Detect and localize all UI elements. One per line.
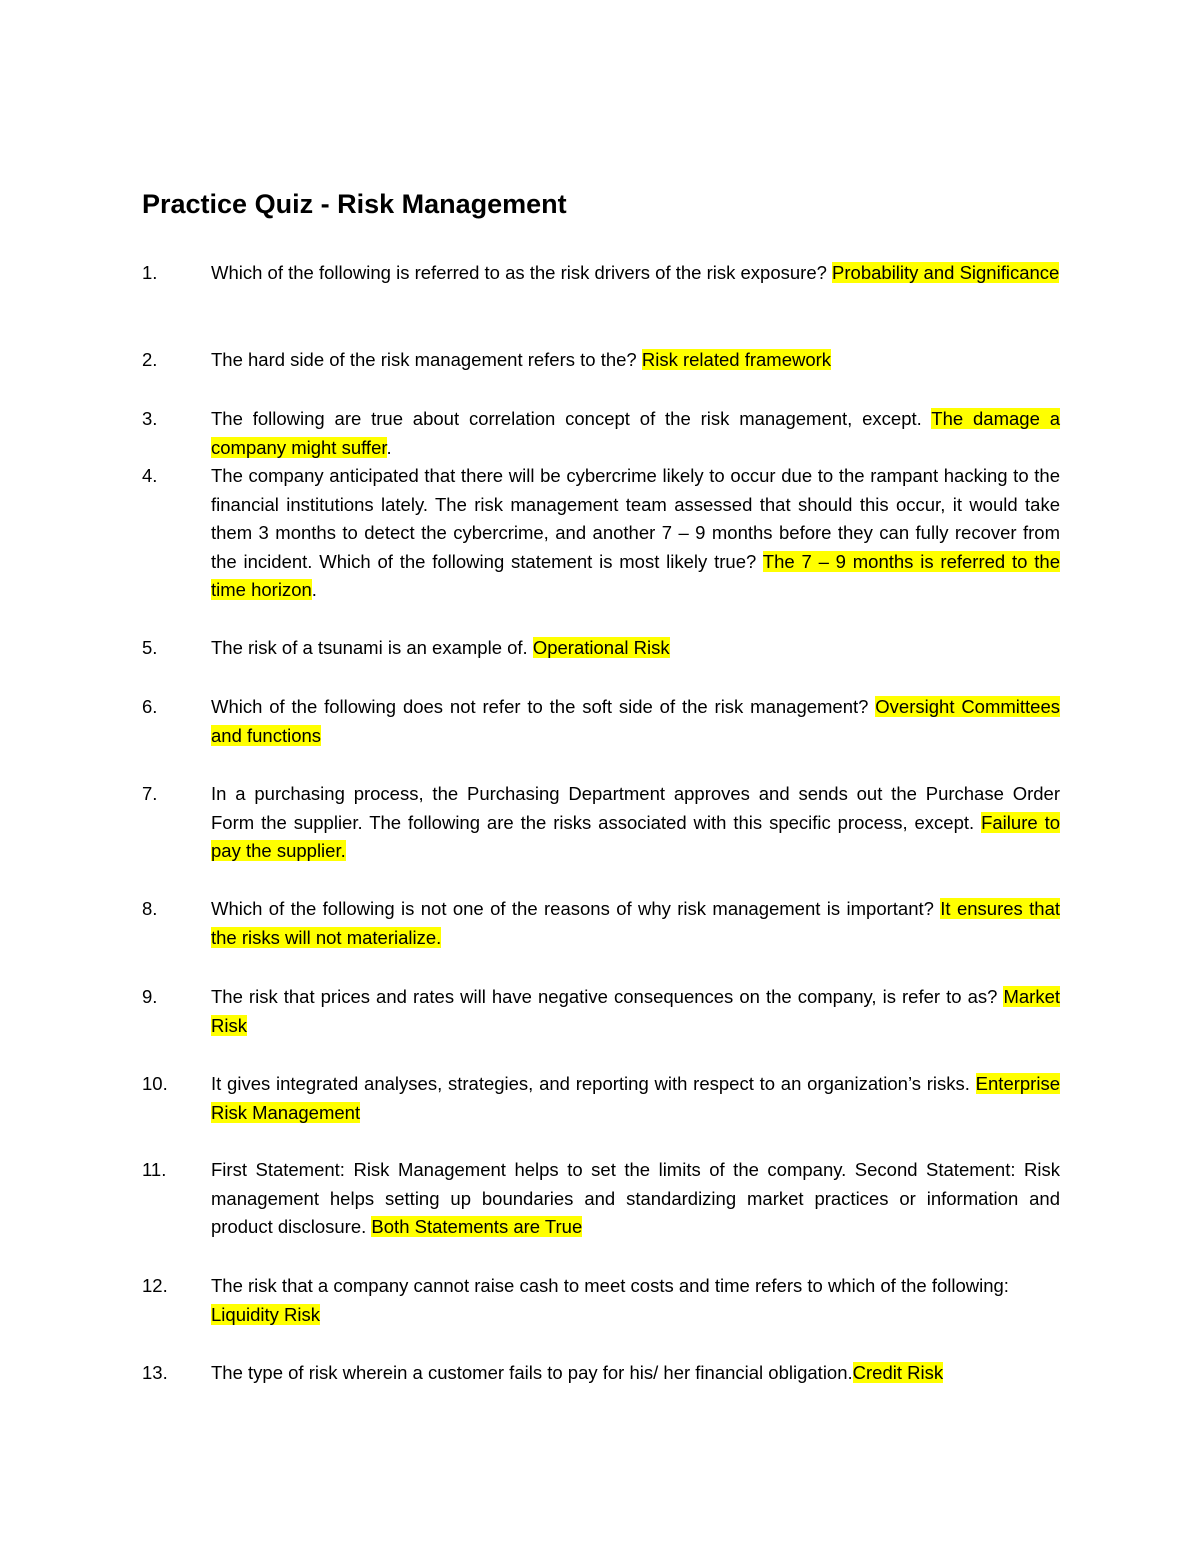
question-number: 3. [142, 408, 158, 429]
answer-highlight: The 7 – 9 months is referred to the time horizon [211, 550, 1060, 600]
question-text [211, 462, 1060, 605]
question-number: 4. [142, 465, 158, 486]
question-text [211, 1156, 1060, 1242]
question-prompt: The risk of a tsunami is an example of. [211, 637, 533, 658]
question-text [211, 346, 1060, 375]
question-number: 8. [142, 898, 158, 919]
question-item [142, 462, 1060, 605]
question-trailing: . [311, 579, 317, 600]
question-trailing: . [386, 436, 392, 458]
question-prompt: The risk that a company cannot raise cash to meet costs and time refers to which of the following: [211, 1275, 1009, 1296]
question-text [211, 1272, 1060, 1329]
question-prompt: The company anticipated that there will be cybercrime likely to occur due to the rampant hacking to the financial institutions lately. The risk management team assessed that should this occur, it would take them 3 months to detect the cybercrime, and another 7 – 9 months before they can fully recover from the incident. Which of the following statement is most likely true? [211, 465, 1060, 572]
answer-highlight: The damage a company might suffer [211, 408, 1060, 458]
question-number: 12. [142, 1275, 168, 1296]
question-text [211, 1070, 1060, 1127]
question-item [142, 1272, 1060, 1329]
question-prompt: Which of the following does not refer to the soft side of the risk management? [211, 696, 876, 717]
question-number: 9. [142, 986, 158, 1007]
question-prompt: Which of the following is referred to as the risk drivers of the risk exposure? [211, 262, 833, 283]
question-prompt: The following are true about correlation concept of the risk management, except. [211, 408, 932, 429]
question-number: 2. [142, 349, 158, 370]
question-number: 1. [142, 262, 158, 283]
answer-highlight: Operational Risk [532, 637, 670, 658]
question-item [142, 1156, 1060, 1242]
question-text [211, 983, 1060, 1040]
question-item [142, 983, 1060, 1040]
question-text [211, 780, 1060, 866]
question-item [142, 634, 1060, 663]
answer-highlight: Credit Risk [852, 1362, 944, 1383]
answer-highlight: Enterprise Risk Management [211, 1073, 1060, 1123]
answer-highlight: Probability and Significance [832, 262, 1060, 283]
question-prompt: Which of the following is not one of the reasons of why risk management is important? [211, 898, 941, 919]
question-item [142, 693, 1060, 750]
question-text [211, 1359, 1060, 1388]
question-number: 13. [142, 1362, 168, 1383]
answer-highlight: Failure to pay the supplier. [211, 811, 1060, 861]
question-item [142, 1070, 1060, 1127]
question-item [142, 259, 1060, 288]
question-number: 6. [142, 696, 158, 717]
question-item [142, 405, 1060, 462]
question-text [211, 693, 1060, 750]
question-number: 10. [142, 1073, 168, 1094]
answer-highlight: Risk related framework [641, 349, 832, 370]
question-number: 7. [142, 783, 158, 804]
question-prompt: The hard side of the risk management refers to the? [211, 349, 642, 370]
question-item [142, 346, 1060, 375]
question-text [211, 634, 1060, 663]
question-prompt: The risk that prices and rates will have negative consequences on the company, is refer to as? [211, 986, 1004, 1007]
answer-highlight: Oversight Committees and functions [211, 696, 1061, 746]
question-prompt: First Statement: Risk Management helps to set the limits of the company. Second Statement: Risk management helps setting up boundaries and standardizing market practices or information and product disclosure. [211, 1159, 1060, 1237]
question-text [211, 405, 1060, 462]
question-number: 5. [142, 637, 158, 658]
question-text [211, 259, 1060, 288]
question-number: 11. [142, 1159, 167, 1180]
page-title: Practice Quiz - Risk Management [142, 189, 567, 219]
question-prompt: The type of risk wherein a customer fails to pay for his/ her financial obligation. [211, 1362, 853, 1383]
question-item [142, 895, 1060, 952]
question-prompt: In a purchasing process, the Purchasing Department approves and sends out the Purchase Order Form the supplier. The following are the risks associated with this specific process, except. [211, 783, 1060, 833]
answer-highlight: Both Statements are True [371, 1216, 583, 1237]
question-item [142, 780, 1060, 866]
question-item [142, 1359, 1060, 1388]
question-prompt: It gives integrated analyses, strategies, and reporting with respect to an organization’s risks. [211, 1073, 976, 1094]
answer-highlight: It ensures that the risks will not materialize. [211, 898, 1061, 948]
answer-highlight: Liquidity Risk [211, 1303, 320, 1325]
answer-highlight: Market Risk [211, 986, 1060, 1036]
question-text [211, 895, 1060, 952]
